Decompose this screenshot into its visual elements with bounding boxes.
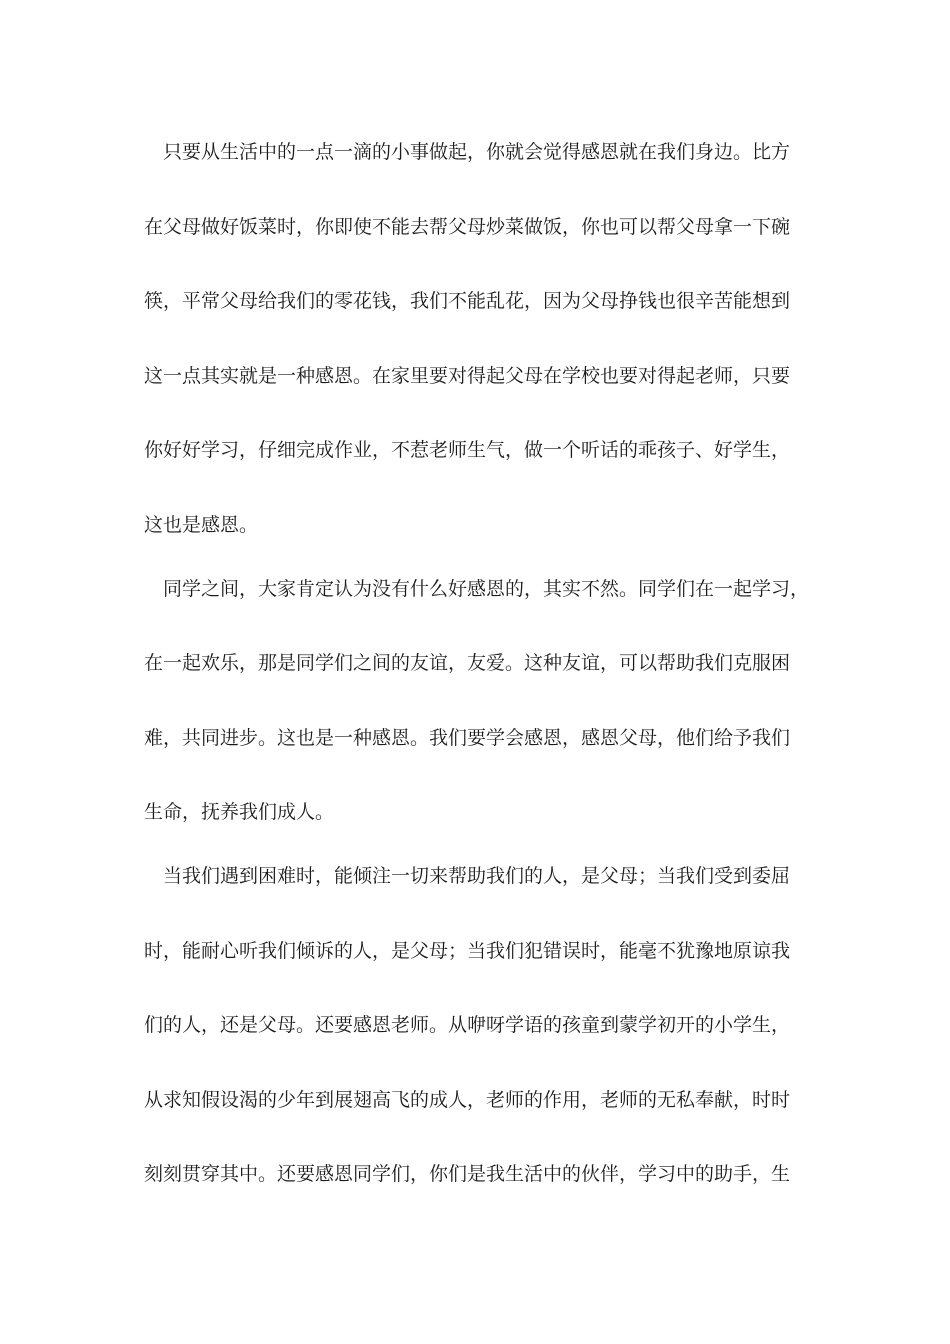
body-text	[144, 132, 809, 1229]
paragraph-1-line-2: 在父母做好饭菜时，你即使不能去帮父母炒菜做饭，你也可以帮父母拿一下碗	[144, 215, 791, 238]
paragraph-1-line-5: 你好好学习，仔细完成作业，不惹老师生气，做一个听话的乖孩子、好学生，	[144, 439, 791, 461]
paragraph-3-line-5: 刻刻贯穿其中。还要感恩同学们，你们是我生活中的伙伴，学习中的助手，生	[144, 1163, 791, 1185]
paragraph-2-line-2: 在一起欢乐，那是同学们之间的友谊，友爱。这种友谊，可以帮助我们克服困	[144, 652, 791, 674]
paragraph-2-line-4: 生命，抚养我们成人。	[144, 801, 335, 823]
paragraph-1-line-3: 筷，平常父母给我们的零花钱，我们不能乱花，因为父母挣钱也很辛苦能想到	[144, 290, 791, 312]
paragraph-3-line-4: 从求知假设渴的少年到展翅高飞的成人，老师的作用，老师的无私奉献，时时	[144, 1088, 791, 1111]
paragraph-2-line-1: 同学之间，大家肯定认为没有什么好感恩的，其实不然。同学们在一起学习，	[163, 577, 810, 600]
paragraph-1-line-4: 这一点其实就是一种感恩。在家里要对得起父母在学校也要对得起老师，只要	[144, 364, 791, 387]
paragraph-1-line-6: 这也是感恩。	[144, 513, 259, 536]
paragraph-2-line-3: 难，共同进步。这也是一种感恩。我们要学会感恩，感恩父母，他们给予我们	[144, 726, 791, 749]
paragraph-3-line-3: 们的人，还是父母。还要感恩老师。从咿呀学语的孩童到蒙学初开的小学生，	[144, 1014, 791, 1036]
paragraph-3-line-2: 时，能耐心听我们倾诉的人，是父母；当我们犯错误时，能毫不犹豫地原谅我	[144, 939, 791, 962]
paragraph-1-line-1: 只要从生活中的一点一滴的小事做起，你就会觉得感恩就在我们身边。比方	[163, 141, 791, 163]
paragraph-3-line-1: 当我们遇到困难时，能倾注一切来帮助我们的人，是父母；当我们受到委屈	[163, 865, 791, 887]
